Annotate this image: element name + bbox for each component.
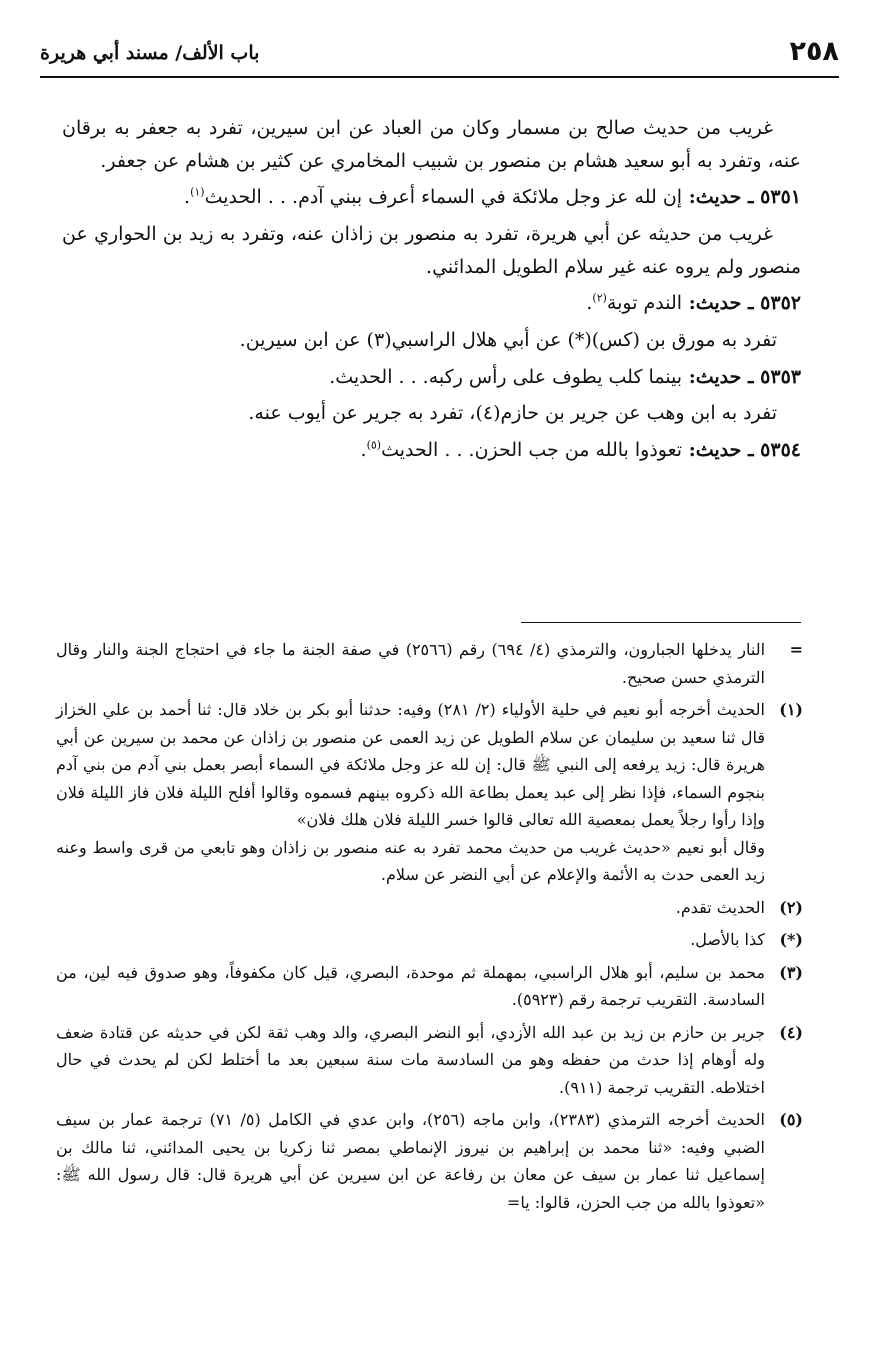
footnote-paragraph: محمد بن سليم، أبو هلال الراسبي، بمهملة ثم موحدة، البصري، قيل كان مكفوفاً، وهو صدوق فيه لين، من السادسة. التقريب ترجمة رقم (٥٩٢٣).	[56, 962, 766, 1010]
isnad-note: تفرد به ابن وهب عن جرير بن حازم(٤)، تفرد به جرير عن أيوب عنه.	[248, 402, 777, 425]
footnote-mark: (٥)	[779, 1110, 803, 1130]
hadith-entry: ٥٣٥٣ ـ حديث: بينما كلب يطوف على رأس ركبه. . . الحديث.	[329, 365, 801, 388]
footnote-paragraph: الحديث أخرجه أبو نعيم في حلية الأولياء (٢/ ٢٨١) وفيه: حدثنا أبو بكر بن خلاد قال: ثنا أحمد بن علي الخزاز قال ثنا سعيد بن سليمان عن سلام الطويل عن زيد العمى عن منصور بن زاذان عن محمد بن سيرين عن أبي هريرة قال: زيد يرفعه إلى النبي ﷺ قال: إن لله عز وجل ملائكة في السماء أبصر بعمل بني آدم من بني آدم بنجوم السماء، فإذا نظر إلى عبد يعمل بطاعة الله ذكروه بينهم فسموه وقالوا أفلح الليلة فلان فاز الليلة فلان وإذا رأوا رجلاً يعمل بمعصية الله تعالى قالوا خسر الليلة فلان هلك فلان»	[56, 700, 766, 830]
footnote-text	[56, 894, 765, 922]
footnote-paragraph: وقال أبو نعيم «حديث غريب من حديث محمد تفرد به عنه منصور بن زاذان وهو تابعي من قرى واسط وعنه زيد العمى حدث به الأئمة والإعلام عن أبي النضر عن سلام.	[56, 837, 765, 885]
page-number: ٢٥٨	[789, 36, 839, 67]
footnote-text	[56, 636, 765, 691]
header-rule	[40, 76, 839, 78]
footnote-text	[56, 1106, 765, 1216]
hadith-text: الندم توبة	[606, 292, 683, 315]
body-paragraph: غريب من حديث صالح بن مسمار وكان من العباد عن ابن سيرين، تفرد به جعفر به برقان عنه، وتفرد به أبو سعيد هشام بن منصور بن شبيب المخامري عن كثير بن هشام عن جعفر.	[62, 117, 801, 172]
footnote-paragraph: الحديث تقدم.	[675, 897, 765, 917]
hadith-number: ٥٣٥٣ ـ	[741, 365, 801, 388]
hadith-number: ٥٣٥٤ ـ	[741, 439, 801, 462]
footnote-mark: (٣)	[779, 962, 803, 982]
footnote-paragraph: الحديث أخرجه الترمذي (٢٣٨٣)، وابن ماجه (٢٥٦)، وابن عدي في الكامل (٥/ ٧١) ترجمة عمار بن سيف الضبي وفيه: «ثنا محمد بن إبراهيم بن نيروز الإنماطي بمصر ثنا زكريا بن يحيى المدائني، ثنا مالك بن إسماعيل ثنا عمار بن سيف عن معان بن رفاعة عن ابن سيرين عن أبي هريرة قال: قال رسول الله ﷺ: «تعوذوا بالله من جب الحزن، قالوا: يا=	[56, 1110, 765, 1212]
hadith-label: حديث:	[682, 186, 742, 209]
body-paragraph: غريب من حديثه عن أبي هريرة، تفرد به منصور بن زاذان عنه، وتفرد به زيد بن الحواري عن منصور ولم يروه عنه غير سلام الطويل المدائني.	[62, 223, 801, 278]
footnote	[56, 959, 803, 1014]
footnote-mark: (٢)	[779, 897, 803, 917]
footnote-text	[56, 696, 765, 889]
footnote-mark: (٤)	[779, 1022, 803, 1042]
hadith-text: بينما كلب يطوف على رأس ركبه. . . الحديث	[335, 365, 683, 388]
footnote-ref: (٥)	[366, 438, 382, 452]
footnote	[56, 1106, 803, 1216]
hadith-label: حديث:	[682, 439, 742, 462]
isnad-note: تفرد به مورق بن (كس)(*) عن أبي هلال الراسبي(٣) عن ابن سيرين.	[239, 329, 777, 352]
footnote	[56, 696, 803, 889]
footnote-separator	[521, 622, 801, 623]
hadith-number: ٥٣٥٢ ـ	[741, 292, 801, 315]
hadith-number: ٥٣٥١ ـ	[741, 186, 801, 209]
hadith-entry: ٥٣٥٢ ـ حديث: الندم توبة$^{(٢)}$.	[586, 292, 801, 315]
hadith-entry: ٥٣٥١ ـ حديث: إن لله عز وجل ملائكة في السماء أعرف ببني آدم. . . الحديث$^{(١)}$.	[184, 186, 801, 209]
footnote-mark: (١)	[779, 700, 803, 720]
hadith-label: حديث:	[682, 365, 742, 388]
footnote-mark: =	[789, 640, 803, 659]
running-title: باب الألف/ مسند أبي هريرة	[40, 42, 260, 64]
hadith-text: إن لله عز وجل ملائكة في السماء أعرف ببني آدم. . . الحديث	[204, 186, 683, 209]
main-text	[62, 112, 801, 471]
footnote	[56, 894, 803, 922]
footnote-paragraph: جرير بن حازم بن زيد بن عبد الله الأزدي، أبو النضر البصري، والد وهب ثقة لكن في حديثه عن قتادة ضعف وله أوهام إذا حدث من حفظه وهو من السادسة مات سنة سبعين بعد ما أختلط لكن لم يحدث في حال اختلاطه. التقريب ترجمة (٩١١).	[56, 1022, 765, 1097]
footnote	[56, 636, 803, 691]
hadith-text: تعوذوا بالله من جب الحزن. . . الحديث	[381, 439, 683, 462]
footnote-paragraph: النار يدخلها الجبارون، والترمذي (٤/ ٦٩٤) رقم (٢٥٦٦) في صفة الجنة ما جاء في احتجاج الجنة والنار وقال الترمذي حسن صحيح.	[56, 640, 766, 687]
footnote-text	[56, 959, 765, 1014]
footnote-ref: (١)	[190, 186, 205, 200]
footnotes	[56, 636, 803, 1221]
footnote-paragraph: كذا بالأصل.	[690, 930, 765, 950]
footnote-mark: (*)	[779, 930, 803, 950]
footnote-text	[56, 926, 765, 954]
footnote-text	[56, 1019, 765, 1102]
footnote-ref: (٢)	[592, 292, 607, 306]
footnote	[56, 1019, 803, 1102]
hadith-entry: ٥٣٥٤ ـ حديث: تعوذوا بالله من جب الحزن. . . الحديث$^{(٥)}$.	[360, 438, 801, 462]
hadith-label: حديث:	[682, 292, 742, 315]
page-header	[40, 36, 839, 70]
footnote	[56, 926, 803, 954]
